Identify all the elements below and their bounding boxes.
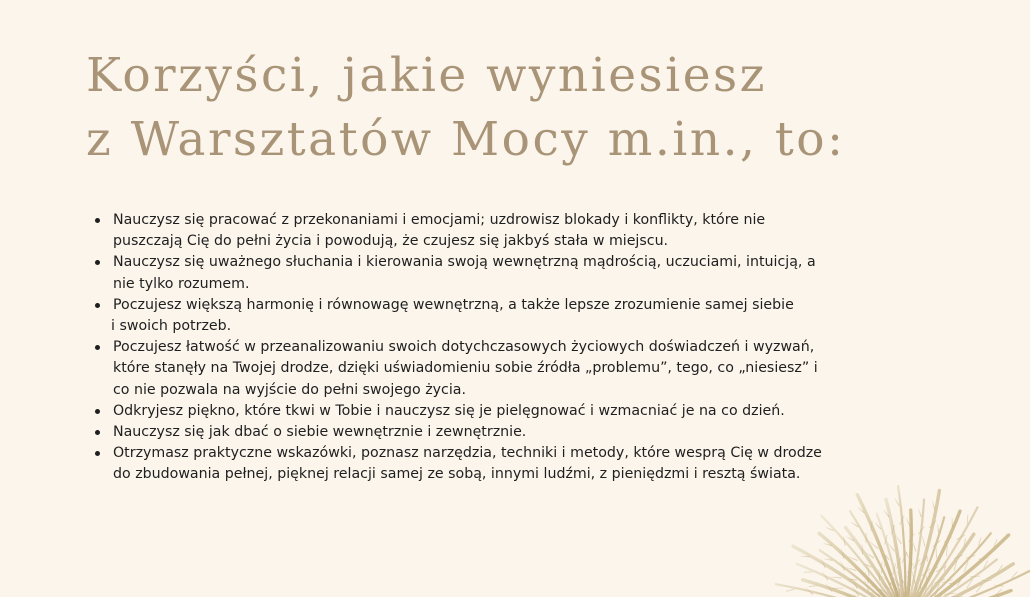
palm-leaflet [879,569,880,580]
list-item [94,295,864,337]
list-item-line: Nauczysz się pracować z przekonaniami i emocjami; uzdrowisz blokady i konflikty, które nie [113,212,766,228]
list-item-line: Poczujesz łatwość w przeanalizowaniu swoich dotychczasowych życiowych doświadczeń i wyzwań, [113,339,815,356]
list-item-line: co nie pozwala na wyjście do pełni swojego życia. [113,381,466,398]
list-item-line: nie tylko rozumem. [113,275,250,292]
palm-leaflet [967,515,968,523]
list-item-line: Odkryjesz piękno, które tkwi w Tobie i nauczysz się je pielęgnować i wzmacniać je na co dzień. [113,402,785,419]
palm-leaflet [862,545,863,554]
list-item-line: puszczają Cię do pełni życia i powodują, że czujesz się jakbyś stała w miejscu. [113,233,669,250]
list-item [94,401,864,422]
list-item [94,252,864,294]
palm-leaflet [895,499,899,506]
palm-leaflet [922,536,924,546]
palm-leaflet [913,542,916,551]
list-item-line: i swoich potrzeb. [111,318,232,335]
palm-leaflet [946,546,947,556]
palm-leaflet [787,589,795,591]
palm-leaflet [933,501,935,509]
benefits-list [94,210,864,486]
list-item [94,422,864,443]
palm-leaflet [919,509,922,517]
title-line-2: z Warsztatów Mocy m.in., to: [86,112,846,167]
palm-leaflet [831,577,841,578]
list-item-line: do zbudowania pełnej, pięknej relacji samej ze sobą, innymi ludźmi, z pieniędzmi i resztą świata. [113,466,801,483]
list-item-line: Nauczysz się uważnego słuchania i kierowania swoją wewnętrzną mądrością, uczuciami, intuicją, a [113,254,816,271]
palm-leaflet [809,586,817,587]
list-item-line: które stanęły na Twojej drodze, dzięki uświadomieniu sobie źródła „problemu”, tego, co „niesiesz” i [113,360,818,377]
gold-palm-leaf-icon [730,470,1030,597]
title-line-1: Korzyści, jakie wyniesiesz [86,48,767,103]
page-title [86,44,845,172]
list-item-line: Otrzymasz praktyczne wskazówki, poznasz narzędzia, techniki i metody, które wesprą Cię w drodze [113,445,822,462]
list-item-line: Poczujesz większą harmonię i równowagę wewnętrzną, a także lepsze zrozumienie samej siebie [113,296,794,313]
palm-leaflet [801,556,809,557]
list-item [94,210,864,252]
palm-leaflet [938,524,939,532]
palm-leaflet [944,593,955,594]
list-item-line: Nauczysz się jak dbać o siebie wewnętrznie i zewnętrznie. [113,424,527,441]
list-item [94,337,864,401]
palm-leaflet [971,576,980,577]
